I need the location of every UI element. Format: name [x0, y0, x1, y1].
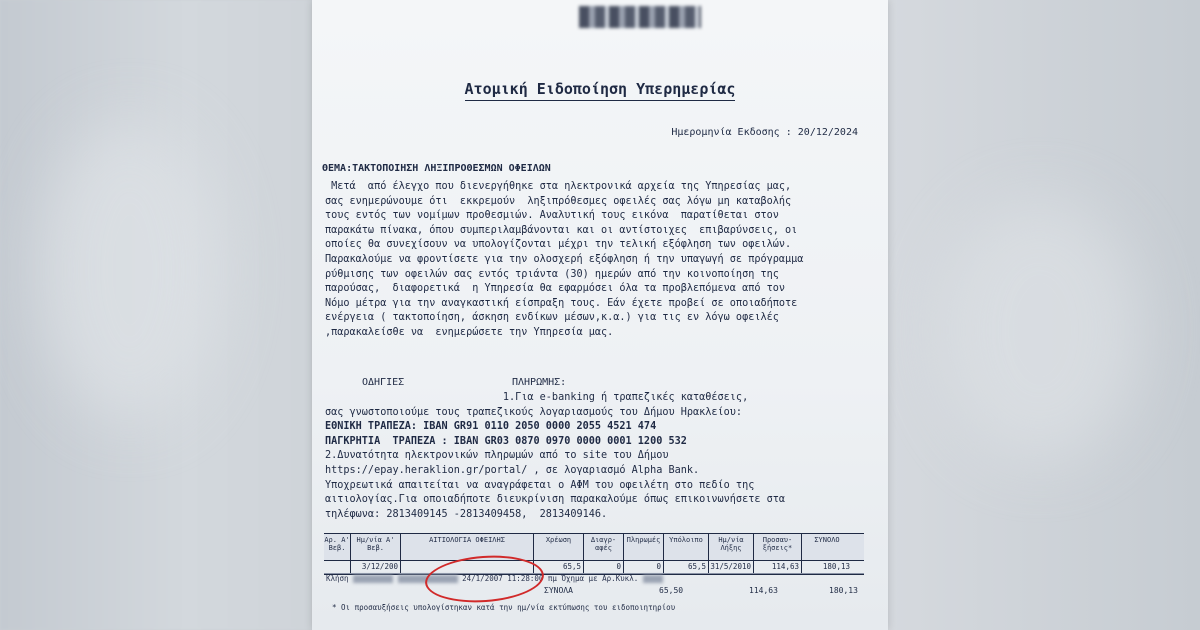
header-cell: ΣΥΝΟΛΟ — [814, 536, 840, 544]
notice-body — [325, 180, 875, 341]
body-line: ρύθμισης των οφειλών σας εντός τριάντα (30) ημερών από την κοινοποίηση της — [325, 268, 779, 280]
table-cell: 65,5 — [534, 561, 584, 573]
header-cell: Αρ. Α' Βεβ. — [324, 534, 351, 560]
payment-instructions — [325, 391, 875, 522]
header-cell: Ημ/νία Α' Βεβ. — [351, 534, 401, 560]
table-cell — [324, 561, 351, 573]
header-cell: Διαγρ-αφές — [584, 534, 624, 560]
totals-charge: 65,50 — [659, 586, 684, 595]
instruction-line: τηλέφωνα: 2813409145 -2813409458, 2813409146. — [325, 508, 608, 520]
header-cell: Πληρωμές — [624, 534, 664, 560]
instruction-line: 1.Για e-banking ή τραπεζικές καταθέσεις, — [325, 392, 749, 403]
background-blur — [40, 120, 220, 420]
subject-line: ΘΕΜΑ:ΤΑΚΤΟΠΟΙΗΣΗ ΛΗΞΙΠΡΟΘΕΣΜΩΝ ΟΦΕΙΛΩΝ — [322, 163, 551, 174]
document-page — [312, 0, 888, 630]
body-line: παρακάτω πίνακα, όπου συμπεριλαμβάνονται και οι αντίστοιχες επιβαρύνσεις, οι — [325, 224, 798, 236]
table-cell: 180,13 — [822, 562, 850, 571]
redacted-plate — [643, 575, 663, 583]
instruction-line: αιτιολογίας.Για οποιαδήποτε διευκρίνιση παρακαλούμε όπως επικοινωνήσετε στα — [325, 494, 786, 506]
header-cell: ΑΙΤΙΟΛΟΓΙΑ ΟΦΕΙΛΗΣ — [401, 534, 534, 560]
table-header — [324, 534, 864, 561]
table-cell: 114,63 — [754, 561, 802, 573]
header-cell: Υπόλοιπο — [664, 534, 709, 560]
body-line: ενέργεια ( τακτοποίηση, άσκηση ενδίκων μέσων,κ.α.) για τις εν λόγω οφειλές — [325, 312, 779, 324]
table-cell: 0 — [584, 561, 624, 573]
footnote: * Οι προσαυξήσεις υπολογίστηκαν κατά την ημ/νία εκτύπωσης του ειδοποιητηρίου — [332, 603, 676, 612]
table-cell: 31/5/2010 — [709, 561, 754, 573]
instruction-line: ΠΑΓΚΡΗΤΙΑ ΤΡΑΠΕΖΑ : IBAN GR03 0870 0970 0000 0001 1200 532 — [325, 435, 687, 447]
header-cell: Ημ/νία Λήξης — [709, 534, 754, 560]
totals-surcharge: 114,63 — [749, 586, 778, 595]
instruction-line: Υποχρεωτικά απαιτείται να αναγράφεται ο ΑΦΜ του οφειλέτη στο πεδίο της — [325, 479, 755, 491]
instruction-line: https://epay.heraklion.gr/portal/ , σε λογαριασμό Alpha Bank. — [325, 464, 700, 476]
table-cell: 0 — [624, 561, 664, 573]
header-cell: Χρέωση — [534, 534, 584, 560]
body-line: ,παρακαλείσθε να ενημερώσετε την Υπηρεσία μας. — [325, 326, 614, 338]
issue-date: Ημερομηνία Εκδοσης : 20/12/2024 — [671, 127, 858, 138]
header-cell: Προσαυ-ξήσεις* — [754, 534, 802, 560]
document-title: Ατομική Ειδοποίηση Υπερημερίας — [312, 80, 888, 98]
background-blur — [940, 200, 1140, 460]
table-cell: 65,5 — [664, 561, 709, 573]
totals-sum: 180,13 — [829, 586, 858, 595]
debt-table — [324, 533, 864, 575]
instructions-label: ΟΔΗΓΙΕΣ — [362, 377, 405, 388]
redacted-id — [353, 575, 393, 583]
body-line: τους εντός των νομίμων προθεσμιών. Αναλυτική τους εικόνα παρατίθεται στον — [325, 210, 779, 222]
body-line: Μετά από έλεγχο που διενεργήθηκε στα ηλεκτρονικά αρχεία της Υπηρεσίας μας, — [325, 181, 792, 192]
table-row — [324, 561, 864, 574]
table-cell: 3/12/200 — [351, 561, 401, 573]
body-line: Νόμο μέτρα για την αναγκαστική είσπραξη τους. Εάν έχετε προβεί σε οποιαδήποτε — [325, 297, 798, 309]
instruction-line: ΕΘΝΙΚΗ ΤΡΑΠΕΖΑ: IBAN GR91 0110 2050 0000 2055 4521 474 — [325, 421, 657, 433]
body-line: Παρακαλούμε να φροντίσετε για την ολοσχερή εξόφληση ή την υπαγωγή σε πρόγραμμα — [325, 253, 804, 265]
redacted-header — [579, 6, 701, 28]
body-line: σας ενημερώνουμε ότι εκκρεμούν ληξιπρόθεσμες οφειλές σας λόγω μη καταβολής — [325, 195, 792, 207]
totals-label: ΣΥΝΟΛΑ — [544, 586, 573, 595]
body-line: οποίες θα συνεχίσουν να υπολογίζονται μέχρι την τελική εξόφληση των οφειλών. — [325, 239, 792, 251]
claim-detail: Κλήση 24/1/2007 11:28:00 πμ Όχημα με Αρ.Κυκλ. — [326, 574, 663, 583]
payment-label: ΠΛΗΡΩΜΗΣ: — [512, 377, 567, 388]
body-line: παρούσας, διαφορετικά η Υπηρεσία θα εφαρμόσει όλα τα προβλεπόμενα από τον — [325, 283, 786, 295]
instruction-line: 2.Δυνατότητα ηλεκτρονικών πληρωμών από το site του Δήμου — [325, 450, 669, 462]
instruction-line: σας γνωστοποιούμε τους τραπεζικούς λογαριασμούς του Δήμου Ηρακλείου: — [325, 406, 743, 418]
